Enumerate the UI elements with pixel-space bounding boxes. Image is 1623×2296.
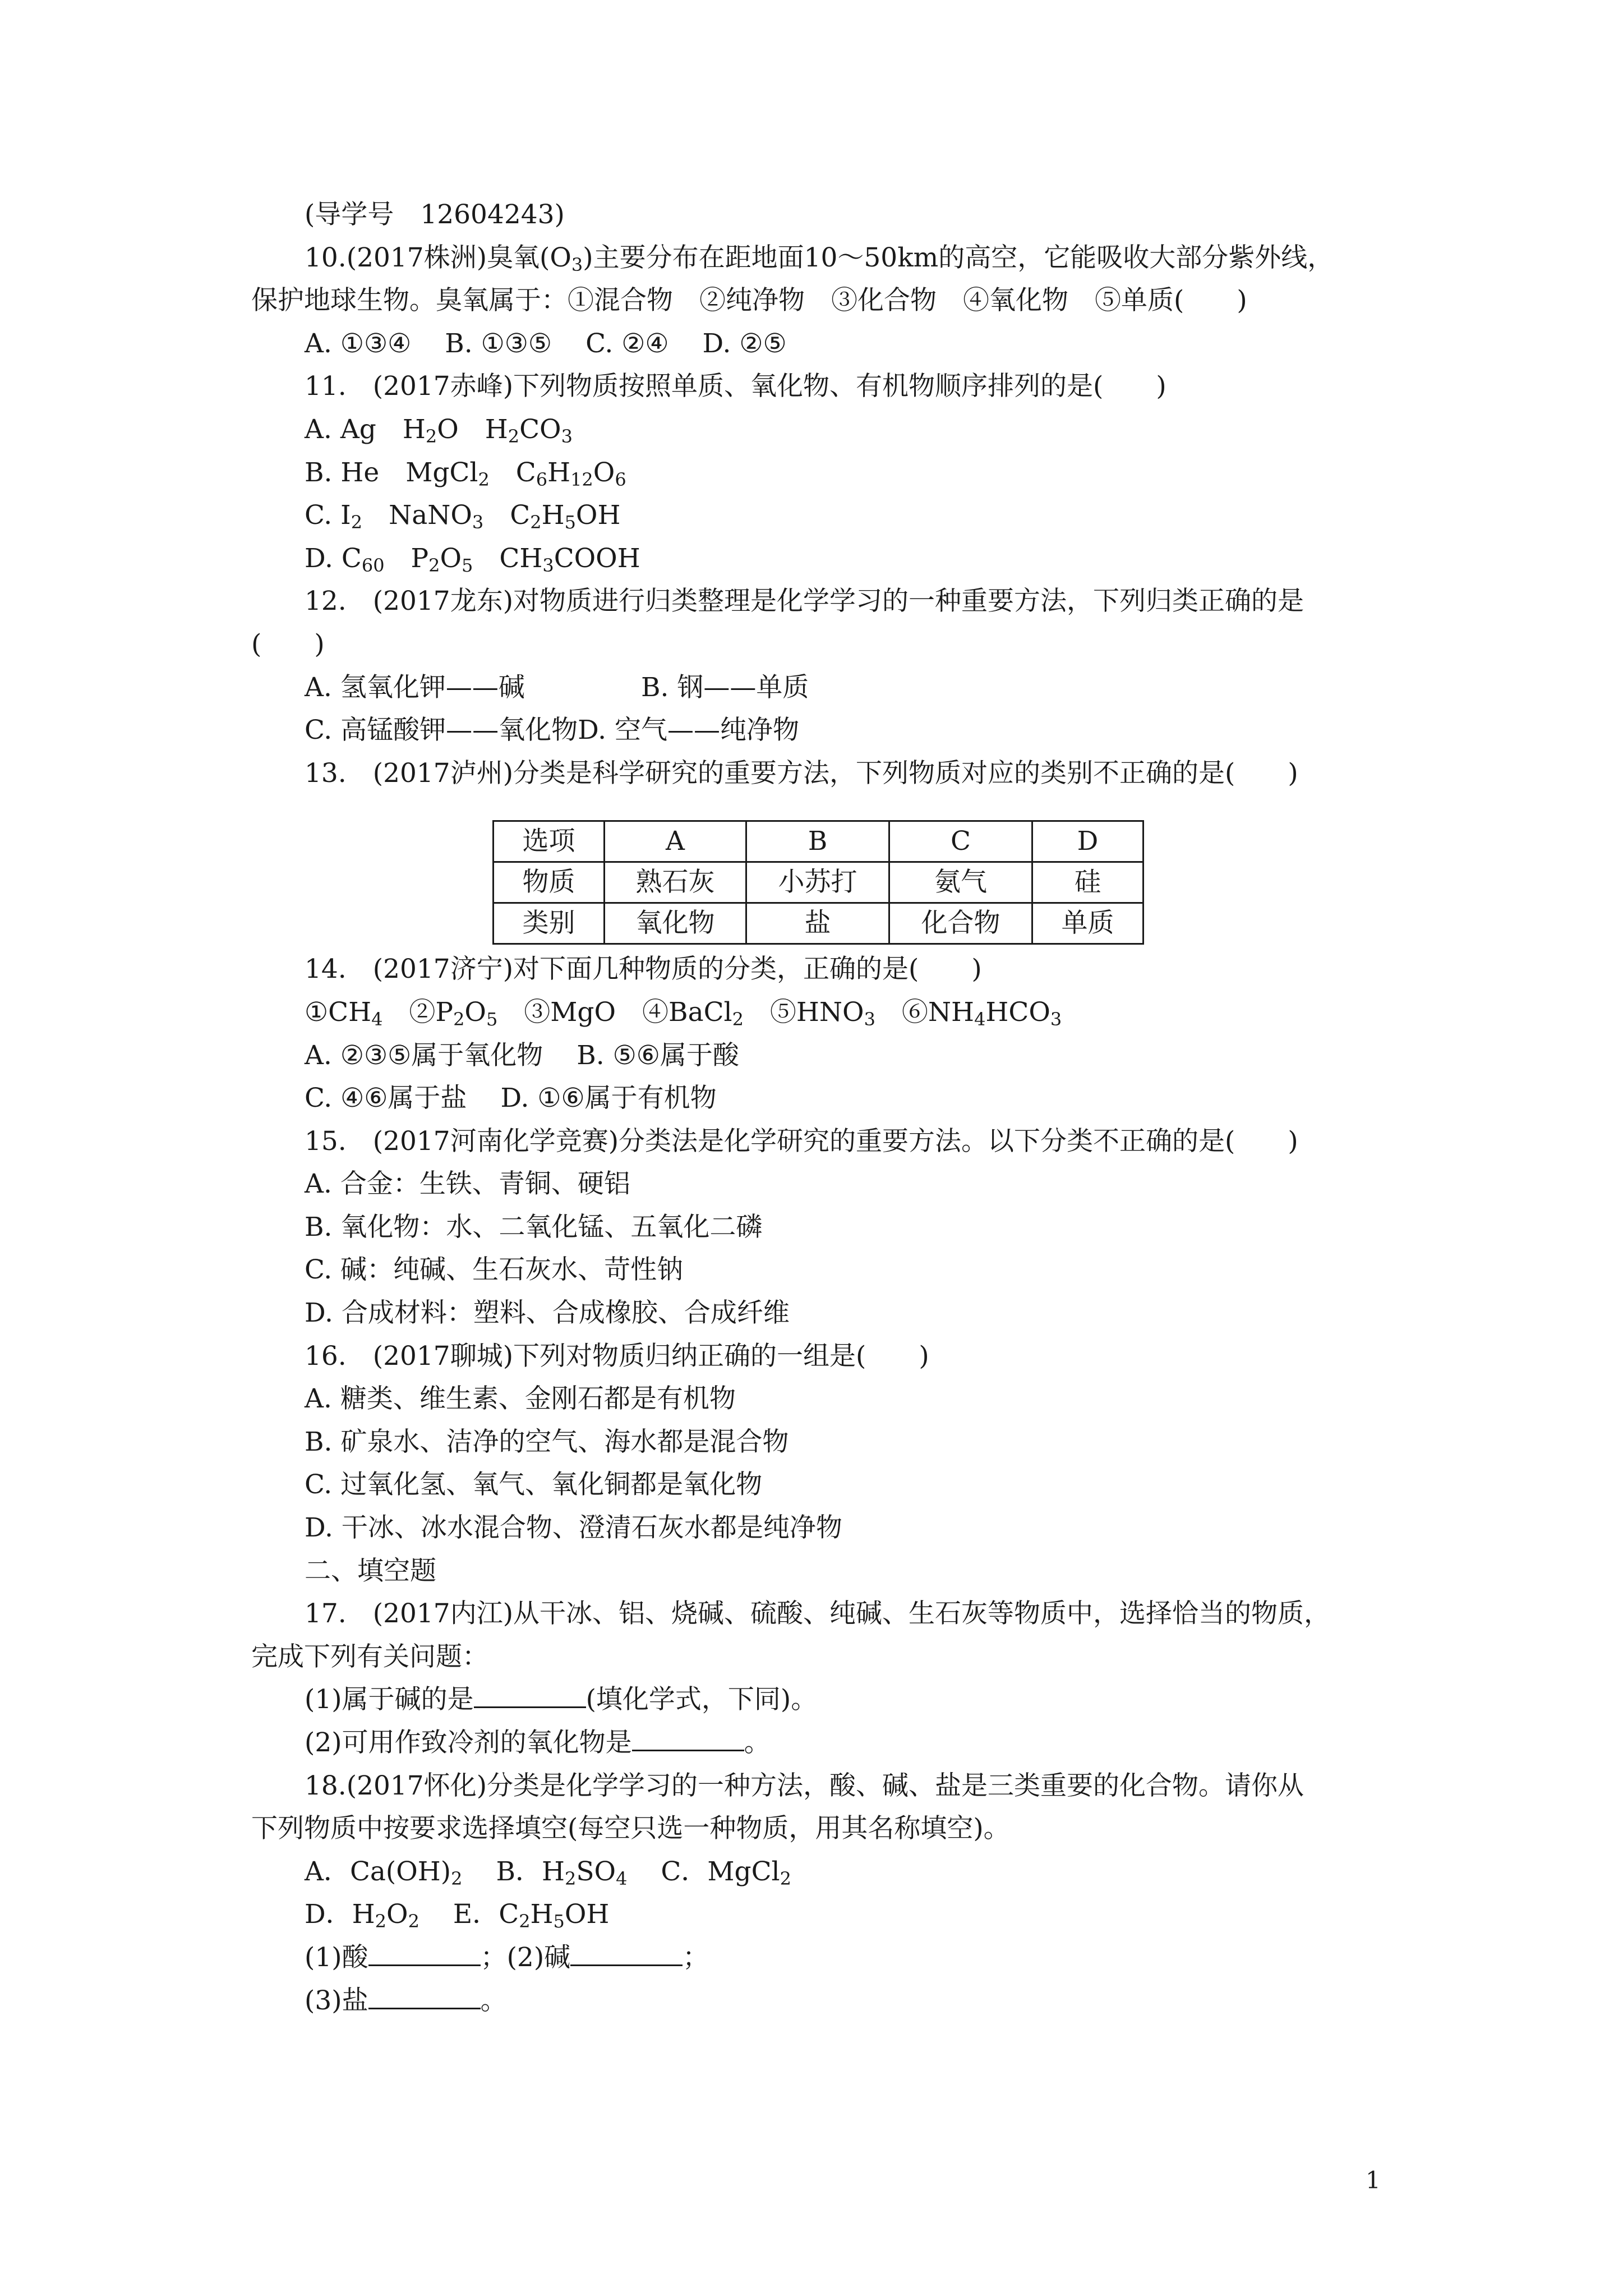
q12-option-b: B. 钢——单质 xyxy=(641,671,809,703)
q18-option-a: A．$Ca(OH)_2$ xyxy=(305,1856,463,1889)
q18-options-row2 xyxy=(251,1893,1378,1936)
answer-blank[interactable] xyxy=(368,1983,481,2009)
q17-stem-line1: 17. (2017内江)从干冰、铝、烧碱、硫酸、纯碱、生石灰等物质中，选择恰当的物质， xyxy=(305,1598,1331,1630)
q12-options-row1 xyxy=(251,666,1378,710)
q10-option-d: D. ②⑤ xyxy=(702,328,787,359)
table-cell: B xyxy=(746,821,889,862)
table-cell: 小苏打 xyxy=(746,862,889,903)
q10-options xyxy=(251,323,1378,366)
answer-blank[interactable] xyxy=(474,1682,586,1708)
q11-option-d: D. $C_{60}$ $P_2O_5$ $CH_3COOH$ xyxy=(305,542,640,576)
table-cell: 氧化物 xyxy=(605,903,746,944)
q10-stem-line1: 10.(2017株洲)臭氧$(O_3)$主要分布在距地面10～50km的高空，它能吸收大部分紫外线， xyxy=(305,242,1334,275)
page-content xyxy=(251,194,1378,2022)
q16-option-c: C. 过氧化氢、氧气、氧化铜都是氧化物 xyxy=(305,1469,763,1501)
q10-stem-line2: 保护地球生物。臭氧属于：①混合物 ②纯净物 ③化合物 ④氧化物 ⑤单质( ) xyxy=(251,285,1247,316)
table-cell: 熟石灰 xyxy=(605,862,746,903)
q11-option-b: B. He MgCl$_2$ $C_6H_{12}O_6$ xyxy=(305,457,626,490)
q11-stem: 11. (2017赤峰)下列物质按照单质、氧化物、有机物顺序排列的是( ) xyxy=(305,371,1166,402)
q12-option-c: C. 高锰酸钾——氧化物 xyxy=(305,715,578,746)
q18-option-d: D．$H_2O_2$ xyxy=(305,1899,419,1932)
q11-option-c: C. $I_2$ NaNO$_3$ $C_2H_5OH$ xyxy=(305,500,621,533)
answer-blank[interactable] xyxy=(632,1725,744,1751)
guide-number: (导学号 12604243) xyxy=(305,199,565,230)
q14-option-d: D. ①⑥属于有机物 xyxy=(500,1083,717,1114)
table-cell: 选项 xyxy=(494,821,605,862)
table-cell: 单质 xyxy=(1032,903,1144,944)
q15-stem: 15. (2017河南化学竞赛)分类法是化学研究的重要方法。以下分类不正确的是( ) xyxy=(305,1125,1298,1157)
table-row xyxy=(494,862,1144,903)
q15-option-a: A. 合金：生铁、青铜、硬铝 xyxy=(305,1168,630,1200)
q16-stem: 16. (2017聊城)下列对物质归纳正确的一组是( ) xyxy=(305,1340,929,1372)
q18-option-b: B．$H_2SO_4$ xyxy=(496,1856,628,1889)
q14-options-row2 xyxy=(251,1077,1378,1120)
section-heading: 二、填空题 xyxy=(305,1555,436,1586)
q12-stem-line2: ( ) xyxy=(251,628,325,660)
q15-option-b: B. 氧化物：水、二氧化锰、五氧化二磷 xyxy=(305,1211,763,1243)
q14-options-row1 xyxy=(251,1034,1378,1078)
q12-option-d: D. 空气——纯净物 xyxy=(578,715,800,746)
q18-option-c: C．MgCl$_2$ xyxy=(661,1856,791,1889)
q10-option-c: C. ②④ xyxy=(585,328,669,359)
q12-option-a: A. 氢氧化钾——碱 xyxy=(305,671,525,703)
q10-option-b: B. ①③⑤ xyxy=(445,328,552,359)
q16-option-d: D. 干冰、冰水混合物、澄清石灰水都是纯净物 xyxy=(305,1512,842,1544)
q17-stem-line2: 完成下列有关问题： xyxy=(251,1641,488,1672)
q16-option-a: A. 糖类、维生素、金刚石都是有机物 xyxy=(305,1383,736,1415)
table-row xyxy=(494,821,1144,862)
q14-stem: 14. (2017济宁)对下面几种物质的分类，正确的是( ) xyxy=(305,954,982,985)
q17-part2: (2)可用作致冷剂的氧化物是 。 xyxy=(251,1722,1378,1765)
q10-option-a: A. ①③④ xyxy=(305,328,412,359)
table-cell: A xyxy=(605,821,746,862)
q18-fill-row2: (3)盐 。 xyxy=(251,1980,1378,2023)
q17-part1: (1)属于碱的是 (填化学式，下同)。 xyxy=(251,1678,1378,1722)
q13-table xyxy=(492,820,1144,945)
table-cell: 化合物 xyxy=(889,903,1032,944)
q14-option-b: B. ⑤⑥属于酸 xyxy=(577,1039,739,1071)
q16-option-b: B. 矿泉水、洁净的空气、海水都是混合物 xyxy=(305,1426,789,1457)
table-cell: 物质 xyxy=(494,862,605,903)
q13-stem: 13. (2017泸州)分类是科学研究的重要方法，下列物质对应的类别不正确的是( ) xyxy=(305,757,1298,789)
answer-blank[interactable] xyxy=(368,1940,481,1966)
page-number: 1 xyxy=(1366,2166,1381,2194)
q11-option-a: A. Ag $H_2O$ $H_2CO_3$ xyxy=(305,413,573,447)
q12-options-row2 xyxy=(251,709,1378,752)
q14-option-c: C. ④⑥属于盐 xyxy=(305,1083,467,1114)
table-cell: 硅 xyxy=(1032,862,1144,903)
table-cell: 氨气 xyxy=(889,862,1032,903)
table-cell: C xyxy=(889,821,1032,862)
q14-option-a: A. ②③⑤属于氧化物 xyxy=(305,1039,543,1071)
q15-option-d: D. 合成材料：塑料、合成橡胶、合成纤维 xyxy=(305,1297,790,1329)
q15-option-c: C. 碱：纯碱、生石灰水、苛性钠 xyxy=(305,1254,684,1286)
answer-blank[interactable] xyxy=(570,1940,683,1966)
q18-fill-row1: (1)酸 ；(2)碱 ； xyxy=(251,1936,1378,1980)
q12-stem-line1: 12. (2017龙东)对物质进行归类整理是化学学习的一种重要方法，下列归类正确的是 xyxy=(305,586,1304,617)
table-cell: 盐 xyxy=(746,903,889,944)
table-row xyxy=(494,903,1144,944)
q18-stem-line1: 18.(2017怀化)分类是化学学习的一种方法，酸、碱、盐是三类重要的化合物。请你从 xyxy=(305,1770,1304,1801)
q18-option-e: E．$C_2H_5OH$ xyxy=(453,1899,610,1932)
q18-stem-line2: 下列物质中按要求选择填空(每空只选一种物质，用其名称填空)。 xyxy=(251,1813,1010,1844)
q18-options-row1 xyxy=(251,1851,1378,1894)
table-cell: 类别 xyxy=(494,903,605,944)
q14-items: $①CH_4$ $②P_2O_5$ ③MgO ④BaCl$_2$ $⑤HNO_3$ $⑥NH_4HCO_3$ xyxy=(305,996,1062,1030)
table-cell: D xyxy=(1032,821,1144,862)
